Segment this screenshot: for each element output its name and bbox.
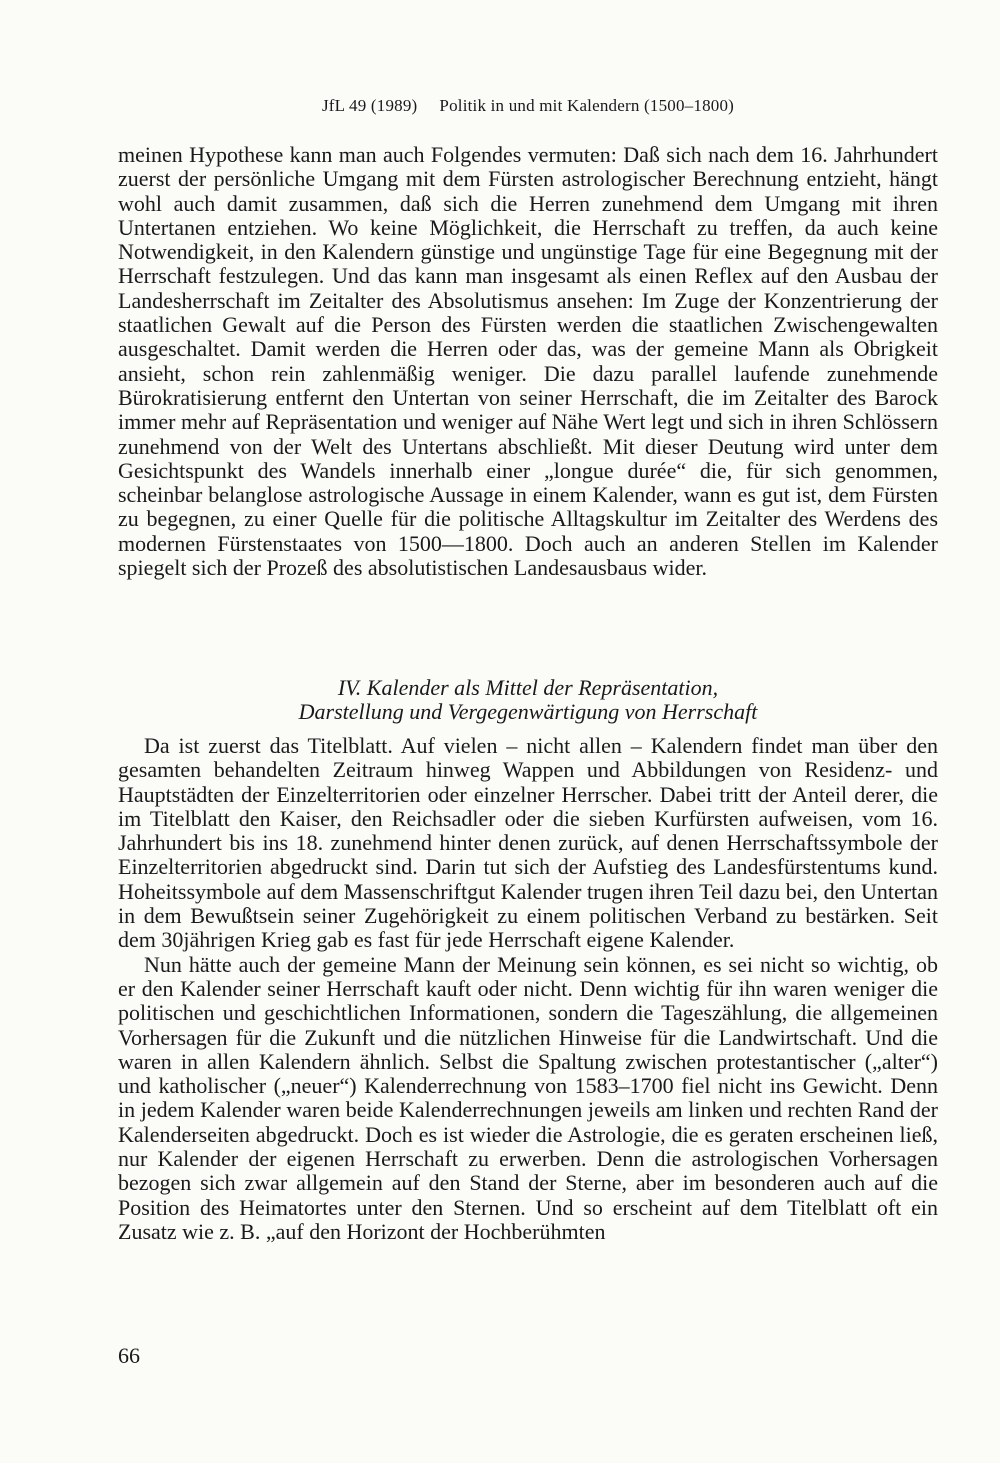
- section-heading-line-2: Darstellung und Vergegenwärtigung von Herrschaft: [298, 699, 758, 724]
- body-text-top: [118, 143, 938, 580]
- paragraph: Da ist zuerst das Titelblatt. Auf vielen – nicht allen – Kalendern findet man über den gesamten behandelten Zeitraum hinweg Wappen und Abbildungen von Residenz- und Hauptstädten der Einzelterritorien oder einzelner Herrscher. Dabei tritt der Anteil derer, die im Titelblatt den Kaiser, den Reichsadler oder die sieben Kurfürsten aufweisen, vom 16. Jahrhundert bis ins 18. zunehmend hinter denen zurück, auf denen Herrschaftssymbole der Einzelterritorien abgedruckt sind. Darin tut sich der Aufstieg des Landesfürstentums kund. Hoheitssymbole auf dem Massenschriftgut Kalender trugen ihren Teil dazu bei, den Untertan in dem Bewußtsein seiner Zugehörigkeit zu einem politischen Verband zu bestärken. Seit dem 30jährigen Krieg gab es fast für jede Herrschaft eigene Kalender.: [118, 733, 938, 953]
- section-heading: [118, 676, 938, 724]
- paragraph: Nun hätte auch der gemeine Mann der Meinung sein können, es sei nicht so wichtig, ob er den Kalender seiner Herrschaft kauft oder nicht. Denn wichtig für ihn waren weniger die politischen und geschichtlichen Informationen, sondern die Tageszählung, die allgemeinen Vorhersagen für die Zukunft und die nützlichen Hinweise für die Landwirtschaft. Und die waren in allen Kalendern ähnlich. Selbst die Spaltung zwischen protestantischer („alter“) und katholischer („neuer“) Kalenderrechnung von 1583–1700 fiel nicht ins Gewicht. Denn in jedem Kalender waren beide Kalenderrechnungen jeweils am linken und rechten Rand der Kalenderseiten abgedruckt. Doch es ist wieder die Astrologie, die es geraten erscheinen ließ, nur Kalender der eigenen Herrschaft zu erwerben. Denn die astrologischen Vorhersagen bezogen sich zwar allgemein auf den Stand der Sterne, aber im besonderen auch auf die Position des Heimatortes unter den Sternen. Und so erscheint auf dem Titelblatt oft ein Zusatz wie z. B. „auf den Horizont der Hochberühmten: [118, 951, 938, 1244]
- section-heading-line-1: IV. Kalender als Mittel der Repräsentation,: [337, 675, 719, 700]
- running-header: [118, 96, 938, 116]
- article-title: Politik in und mit Kalendern (1500–1800): [439, 96, 735, 115]
- page-number: 66: [118, 1343, 140, 1368]
- journal-citation: JfL 49 (1989): [321, 96, 418, 115]
- paragraph: meinen Hypothese kann man auch Folgendes vermuten: Daß sich nach dem 16. Jahrhundert zuerst der persönliche Umgang mit dem Fürsten astrologischer Berechnung entzieht, hängt wohl auch damit zusammen, daß sich die Herren zunehmend dem Umgang mit ihren Untertanen entziehen. Wo keine Möglichkeit, die Herrschaft zu treffen, da auch keine Notwendigkeit, in den Kalendern günstige und ungünstige Tage für eine Begegnung mit der Herrschaft festzulegen. Und das kann man insgesamt als einen Reflex auf den Ausbau der Landesherrschaft im Zeitalter des Absolutismus ansehen: Im Zuge der Konzentrierung der staatlichen Gewalt auf die Person des Fürsten werden die staatlichen Zwischengewalten ausgeschaltet. Damit werden die Herren oder das, was der gemeine Mann als Obrigkeit ansieht, schon rein zahlenmäßig weniger. Die dazu parallel laufende zunehmende Bürokratisierung entfernt den Untertan von seiner Herrschaft, die im Zeitalter des Barock immer mehr auf Repräsentation und weniger auf Nähe Wert legt und sich in ihren Schlössern zunehmend von der Welt des Untertans abschließt. Mit dieser Deutung wird unter dem Gesichtspunkt des Wandels innerhalb einer „longue durée“ die, für sich genommen, scheinbar belanglose astrologische Aussage in einem Kalender, wann es gut ist, dem Fürsten zu begegnen, zu einer Quelle für die politische Alltagskultur im Zeitalter des Werdens des modernen Fürstenstaates von 1500—1800. Doch auch an anderen Stellen im Kalender spiegelt sich der Prozeß des absolutistischen Landesausbaus wider.: [118, 142, 938, 581]
- body-text-section: [118, 734, 938, 1244]
